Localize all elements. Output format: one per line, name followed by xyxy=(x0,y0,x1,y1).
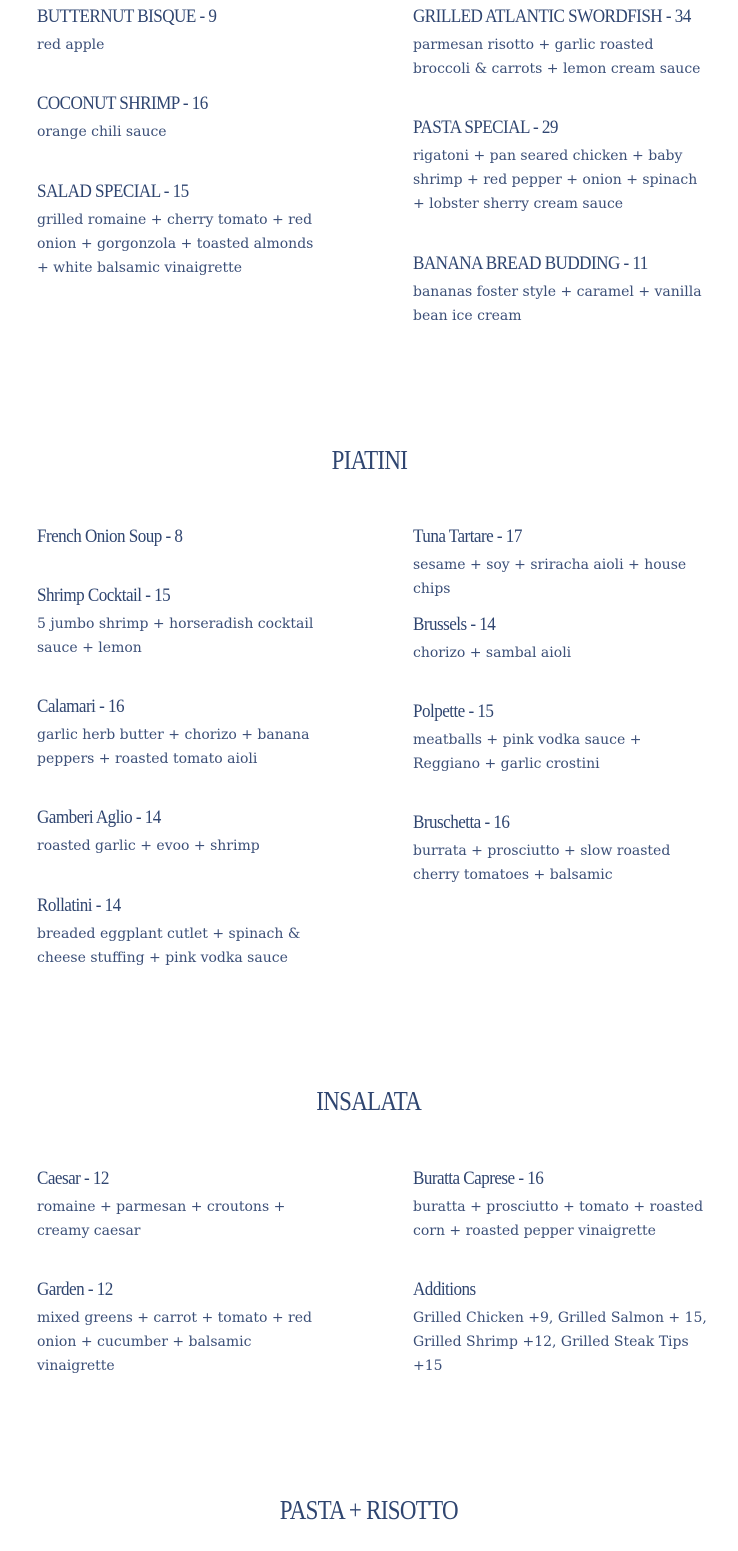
menu-item xyxy=(37,895,327,970)
menu-item-name: Additions xyxy=(413,1279,476,1300)
menu-item xyxy=(37,526,327,548)
menu-item-description: romaine + parmesan + croutons + creamy caesar xyxy=(37,1199,286,1239)
menu-item xyxy=(37,181,327,280)
menu-item-description: grilled romaine + cherry tomato + red onion + gorgonzola + toasted almonds + white balsamic vinaigrette xyxy=(37,212,314,276)
menu-item-description: bananas foster style + caramel + vanilla bean ice cream xyxy=(413,284,702,324)
menu-item-name: GRILLED ATLANTIC SWORDFISH - 34 xyxy=(413,6,691,27)
menu-item-name: COCONUT SHRIMP - 16 xyxy=(37,93,208,114)
menu-item-name: Polpette - 15 xyxy=(413,701,494,722)
menu-item-name: Garden - 12 xyxy=(37,1279,113,1300)
section-title-pasta-risotto xyxy=(0,1495,738,1525)
menu-item xyxy=(37,585,327,660)
menu-item xyxy=(37,696,327,771)
menu-item-description: breaded eggplant cutlet + spinach & cheese stuffing + pink vodka sauce xyxy=(37,926,301,966)
menu-item xyxy=(413,701,708,776)
section-title-text: INSALATA xyxy=(316,1086,422,1116)
menu-item xyxy=(413,6,708,81)
menu-item-description: 5 jumbo shrimp + horseradish cocktail sauce + lemon xyxy=(37,616,314,656)
menu-item-description: garlic herb butter + chorizo + banana peppers + roasted tomato aioli xyxy=(37,727,310,767)
section-title-insalata xyxy=(0,1086,738,1116)
menu-item-name: BANANA BREAD BUDDING - 11 xyxy=(413,253,648,274)
menu-item-description: rigatoni + pan seared chicken + baby shrimp + red pepper + onion + spinach + lobster sherry cream sauce xyxy=(413,148,698,212)
menu-item-name: Caesar - 12 xyxy=(37,1168,109,1189)
menu-item xyxy=(37,1279,327,1378)
menu-item-name: Brussels - 14 xyxy=(413,614,496,635)
menu-item-name: Tuna Tartare - 17 xyxy=(413,526,522,547)
menu-item-name: BUTTERNUT BISQUE - 9 xyxy=(37,6,217,27)
section-title-piatini xyxy=(0,445,738,475)
menu-item-name: French Onion Soup - 8 xyxy=(37,526,183,547)
menu-item-name: Calamari - 16 xyxy=(37,696,125,717)
menu-item-name: Shrimp Cocktail - 15 xyxy=(37,585,171,606)
menu-item-name: Buratta Caprese - 16 xyxy=(413,1168,544,1189)
menu-item xyxy=(413,253,708,328)
section-title-text: PIATINI xyxy=(331,445,407,475)
menu-item-description: chorizo + sambal aioli xyxy=(413,645,572,661)
menu-item-description: Grilled Chicken +9, Grilled Salmon + 15, Grilled Shrimp +12, Grilled Steak Tips +15 xyxy=(413,1310,707,1374)
menu-item-description: mixed greens + carrot + tomato + red onion + cucumber + balsamic vinaigrette xyxy=(37,1310,312,1374)
menu-item-description: parmesan risotto + garlic roasted broccoli & carrots + lemon cream sauce xyxy=(413,37,701,77)
menu-item xyxy=(413,1279,708,1378)
menu-item-description: sesame + soy + sriracha aioli + house chips xyxy=(413,557,687,597)
menu-item xyxy=(413,526,708,601)
menu-item xyxy=(37,807,327,858)
menu-item-name: Rollatini - 14 xyxy=(37,895,121,916)
menu-item-description: roasted garlic + evoo + shrimp xyxy=(37,838,260,854)
menu-item xyxy=(413,1168,708,1243)
menu-item-description: buratta + prosciutto + tomato + roasted corn + roasted pepper vinaigrette xyxy=(413,1199,704,1239)
menu-item-description: orange chili sauce xyxy=(37,124,167,140)
menu-item-name: Gamberi Aglio - 14 xyxy=(37,807,161,828)
section-title-text: PASTA + RISOTTO xyxy=(279,1495,459,1525)
menu-item xyxy=(37,6,327,57)
menu-item-description: meatballs + pink vodka sauce + Reggiano + garlic crostini xyxy=(413,732,642,772)
menu-item-description: burrata + prosciutto + slow roasted cherry tomatoes + balsamic xyxy=(413,843,671,883)
menu-item xyxy=(413,812,708,887)
menu-item-description: red apple xyxy=(37,37,105,53)
menu-item-name: PASTA SPECIAL - 29 xyxy=(413,117,558,138)
menu-item xyxy=(37,93,327,144)
menu-item xyxy=(413,117,708,216)
menu-item-name: Bruschetta - 16 xyxy=(413,812,510,833)
menu-item xyxy=(413,614,708,665)
menu-item xyxy=(37,1168,327,1243)
menu-item-name: SALAD SPECIAL - 15 xyxy=(37,181,189,202)
